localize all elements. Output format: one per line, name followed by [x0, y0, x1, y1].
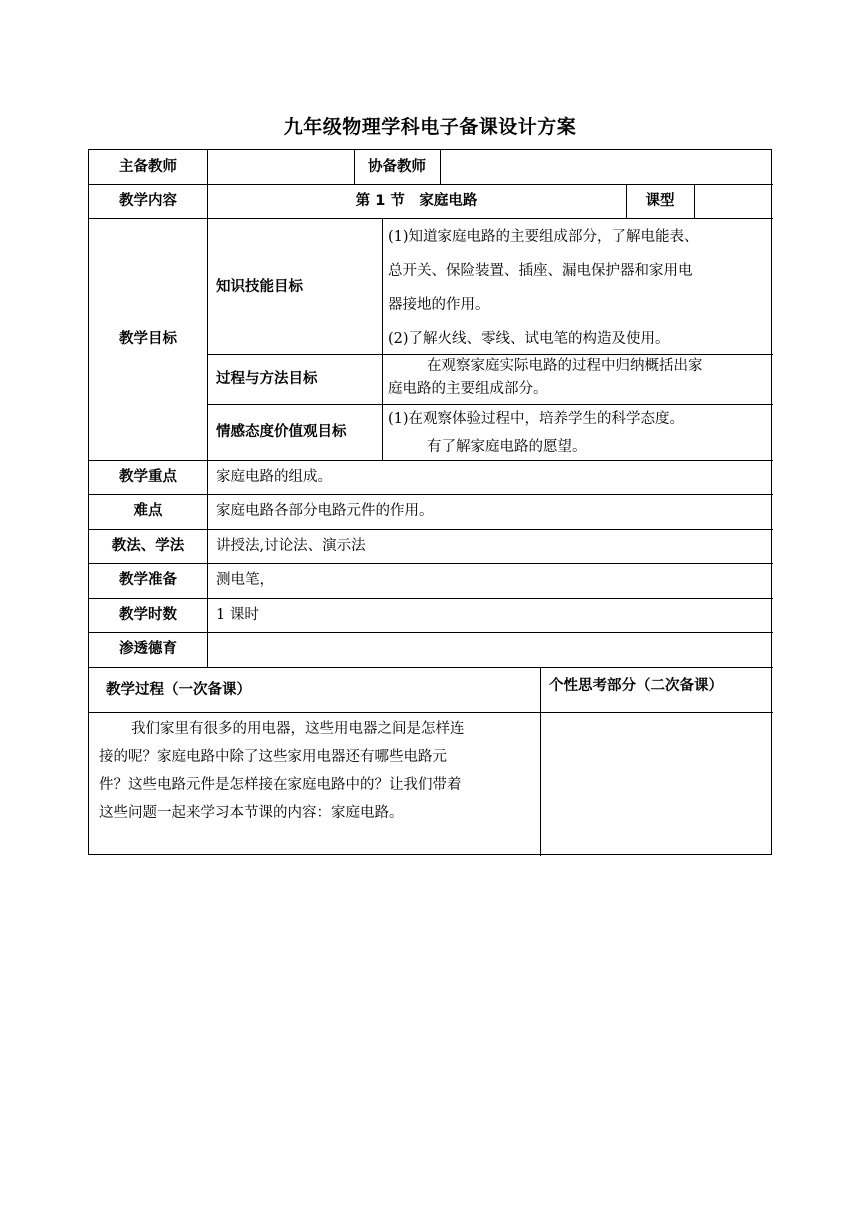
process-goal-line: 庭电路的主要组成部分。 [388, 381, 548, 397]
prep-value: 测电笔， [216, 572, 274, 588]
row-divider [89, 667, 773, 668]
difficulty-label: 难点 [133, 503, 163, 519]
row-divider [207, 404, 773, 405]
col-divider [207, 150, 208, 667]
hours-value: 1 课时 [216, 607, 259, 623]
objectives-label: 教学目标 [119, 331, 177, 347]
process-left-header: 教学过程（一次备课） [106, 682, 251, 698]
methods-value: 讲授法,讨论法、演示法 [216, 538, 366, 554]
content-label: 教学内容 [119, 193, 177, 209]
process-goal-label: 过程与方法目标 [216, 371, 318, 387]
lead-teacher-label: 主备教师 [119, 159, 177, 175]
col-divider [540, 667, 541, 856]
attitude-goal-label: 情感态度价值观目标 [216, 424, 347, 440]
hours-label: 教学时数 [119, 607, 177, 623]
row-divider [89, 494, 773, 495]
row-divider [89, 712, 773, 713]
assist-teacher-label: 协备教师 [368, 159, 426, 175]
key-points-value: 家庭电路的组成。 [216, 469, 332, 485]
process-right-header: 个性思考部分（二次备课） [549, 678, 723, 694]
process-paragraph-line: 我们家里有很多的用电器，这些用电器之间是怎样连 [131, 721, 465, 737]
row-divider [89, 563, 773, 564]
lesson-type-label: 课型 [645, 193, 675, 209]
process-paragraph-line: 件？这些电路元件是怎样接在家庭电路中的？让我们带着 [99, 777, 462, 793]
process-paragraph-line: 接的呢？家庭电路中除了这些家用电器还有哪些电路元 [99, 749, 447, 765]
knowledge-goal-label: 知识技能目标 [216, 279, 303, 295]
process-goal-line: 在观察家庭实际电路的过程中归纳概括出家 [427, 358, 703, 374]
moral-label: 渗透德育 [119, 641, 177, 657]
methods-label: 教法、学法 [111, 538, 185, 554]
attitude-goal-line: 有了解家庭电路的愿望。 [427, 439, 587, 455]
content-value: 第 1 节 家庭电路 [355, 193, 478, 209]
row-divider [89, 460, 773, 461]
knowledge-goal-line: 总开关、保险装置、插座、漏电保护器和家用电 [388, 263, 693, 279]
page-title: 九年级物理学科电子备课设计方案 [283, 116, 577, 138]
knowledge-goal-line: 器接地的作用。 [388, 297, 490, 313]
row-divider [89, 184, 773, 185]
attitude-goal-line: (1)在观察体验过程中，培养学生的科学态度。 [388, 411, 685, 427]
col-divider [694, 184, 695, 218]
lesson-plan-table [88, 149, 772, 855]
prep-label: 教学准备 [119, 572, 177, 588]
row-divider [89, 529, 773, 530]
col-divider [440, 150, 441, 184]
knowledge-goal-line: (1)知道家庭电路的主要组成部分，了解电能表、 [388, 229, 699, 245]
knowledge-goal-line: (2)了解火线、零线、试电笔的构造及使用。 [388, 331, 670, 347]
col-divider [382, 218, 383, 460]
row-divider [89, 598, 773, 599]
difficulty-value: 家庭电路各部分电路元件的作用。 [216, 503, 434, 519]
row-divider [89, 632, 773, 633]
process-paragraph-line: 这些问题一起来学习本节课的内容：家庭电路。 [99, 805, 404, 821]
key-points-label: 教学重点 [119, 469, 177, 485]
row-divider [89, 218, 773, 219]
